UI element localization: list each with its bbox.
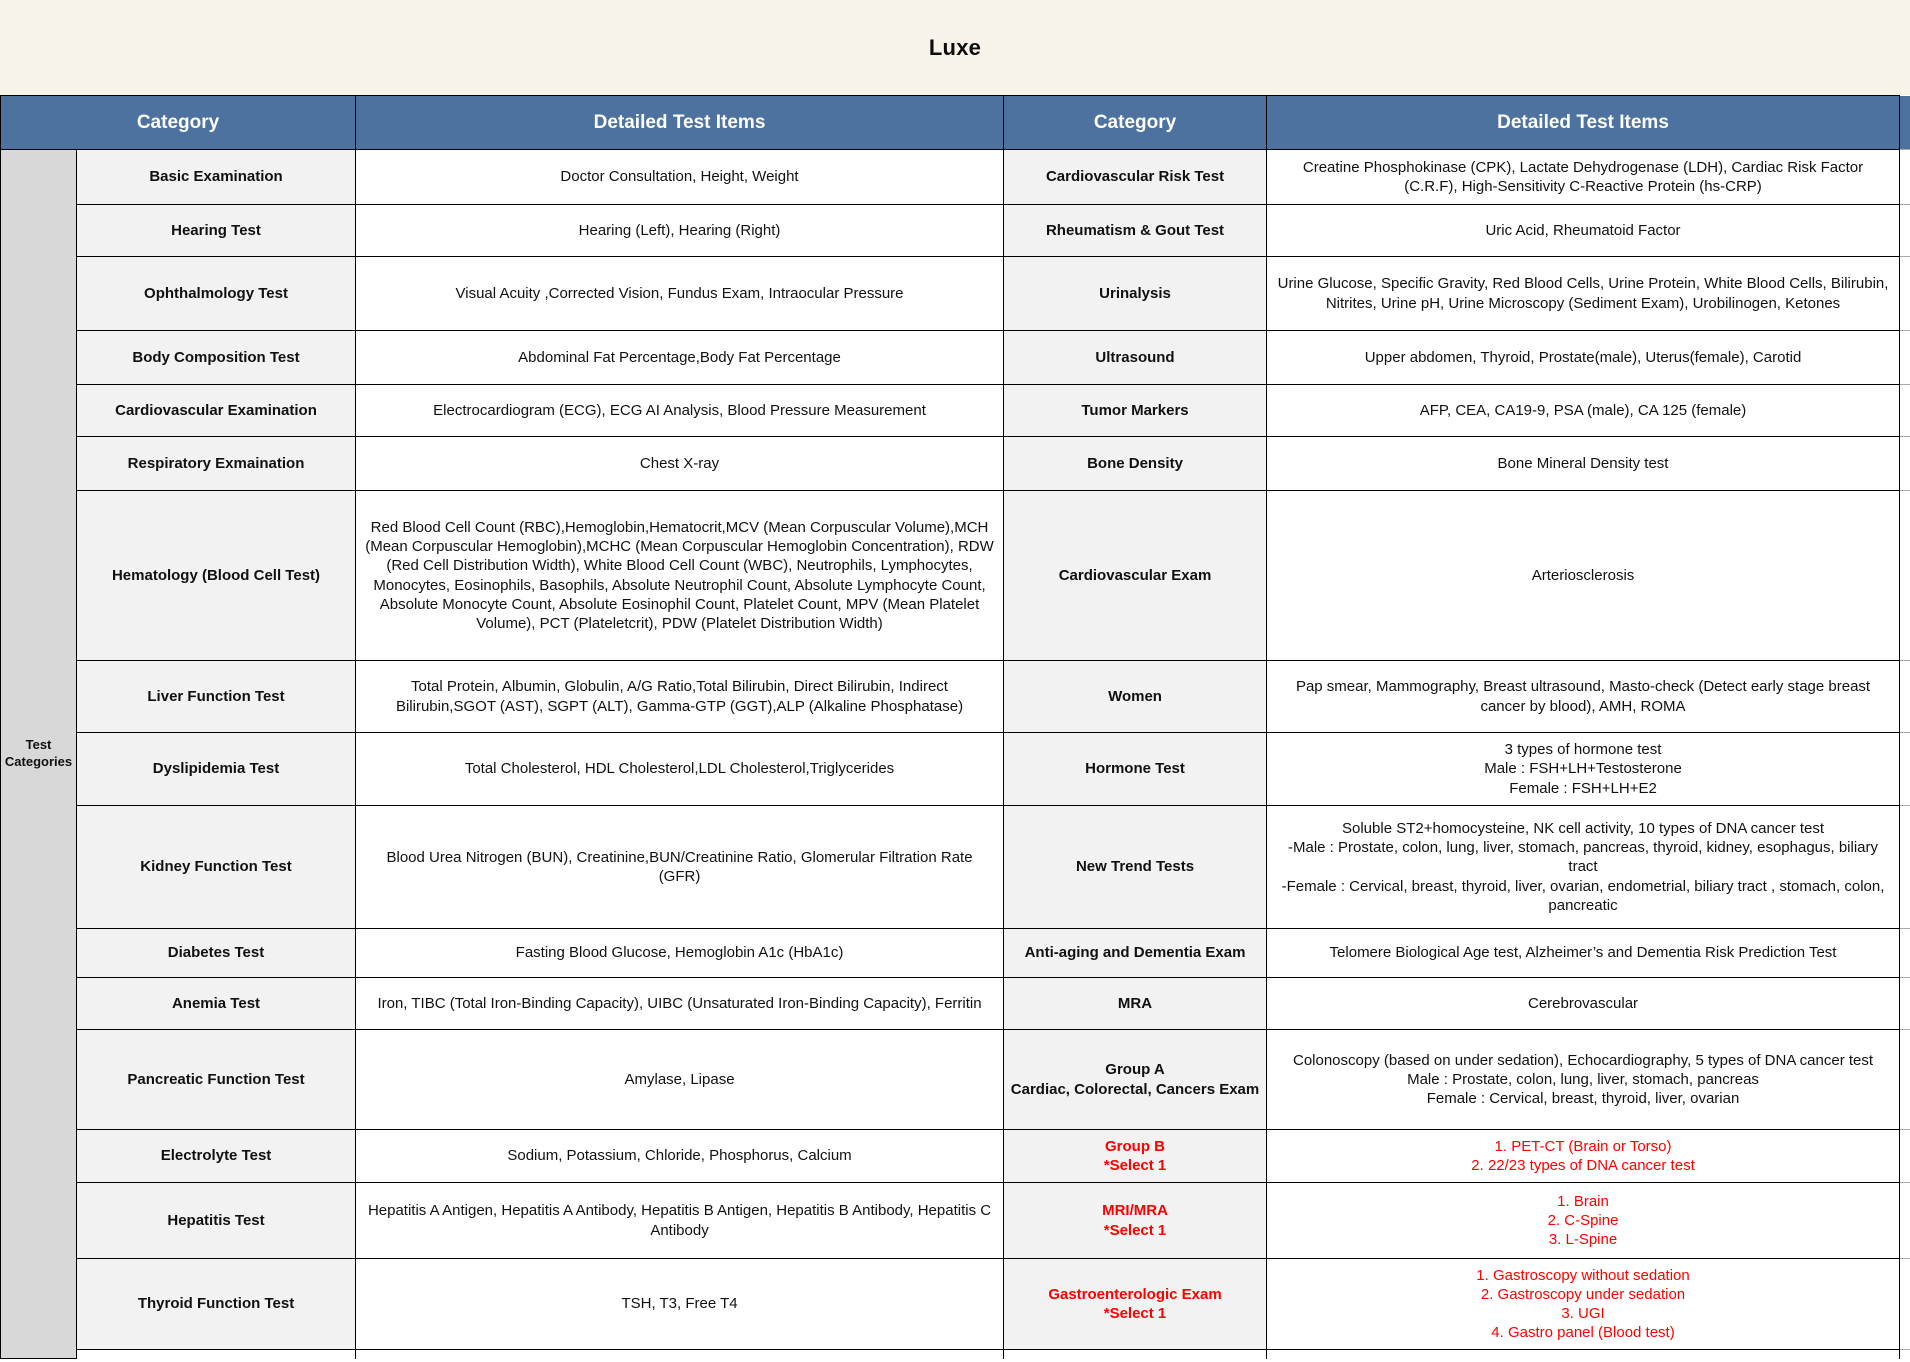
- category-cell-right: Bone Density: [1004, 437, 1267, 491]
- details-cell-left: TSH, T3, Free T4: [356, 1259, 1004, 1350]
- category-cell-right: Anti-aging and Dementia Exam: [1004, 929, 1267, 978]
- edge-sliver-cell: [1900, 978, 1910, 1030]
- category-cell-right: Hormone Test: [1004, 733, 1267, 806]
- category-cell-right: Ultrasound: [1004, 331, 1267, 385]
- edge-sliver-cell: [1900, 1259, 1910, 1350]
- category-cell-left: Body Composition Test: [77, 331, 356, 385]
- category-cell-left: Hearing Test: [77, 205, 356, 257]
- table-row: [1, 491, 1910, 661]
- side-label: Test Categories: [1, 150, 77, 1359]
- category-cell-right: Tumor Markers: [1004, 385, 1267, 437]
- table-row: [1, 661, 1910, 733]
- details-cell-left: Doctor Consultation, Height, Weight: [356, 150, 1004, 205]
- category-cell-right: Urinalysis: [1004, 257, 1267, 331]
- category-cell-right: [1004, 1030, 1267, 1130]
- category-cell-left: Respiratory Exmaination: [77, 437, 356, 491]
- details-cell-right-line: 3. L-Spine: [1548, 1231, 1618, 1249]
- edge-sliver-cell: [1900, 491, 1910, 661]
- category-cell-left: Pancreatic Function Test: [77, 1030, 356, 1130]
- edge-sliver-cell: [1900, 331, 1910, 385]
- category-cell-right: [1004, 1259, 1267, 1350]
- edge-sliver-cell: [1900, 385, 1910, 437]
- edge-sliver-cell: [1900, 929, 1910, 978]
- edge-sliver-cell: [1900, 806, 1910, 929]
- details-cell-left: Blood Urea Nitrogen (BUN), Creatinine,BUN/Creatinine Ratio, Glomerular Filtration Rate (GFR): [356, 806, 1004, 929]
- details-cell-left: Visual Acuity ,Corrected Vision, Fundus Exam, Intraocular Pressure: [356, 257, 1004, 331]
- category-cell-left: Hepatitis Test: [77, 1183, 356, 1259]
- details-cell-right: [1267, 1183, 1900, 1259]
- header-category-right: Category: [1004, 96, 1267, 150]
- table-header-row: [1, 96, 1910, 150]
- category-cell-right: [1004, 1130, 1267, 1183]
- details-cell-right-line: Female : Cervical, breast, thyroid, liver, ovarian: [1426, 1090, 1740, 1108]
- table-row: [1, 1030, 1910, 1130]
- category-cell-left: Dyslipidemia Test: [77, 733, 356, 806]
- details-cell-right: [1267, 733, 1900, 806]
- category-cell-right: New Trend Tests: [1004, 806, 1267, 929]
- table-row: [1, 929, 1910, 978]
- details-cell-right-line: 2. Gastroscopy under sedation: [1480, 1285, 1686, 1303]
- details-cell-right: AFP, CEA, CA19-9, PSA (male), CA 125 (female): [1267, 385, 1900, 437]
- category-cell-right-line: *Select 1: [1103, 1157, 1167, 1174]
- edge-sliver-cell: [1900, 205, 1910, 257]
- edge-sliver-cell: [1900, 150, 1910, 205]
- details-cell-right: Uric Acid, Rheumatoid Factor: [1267, 205, 1900, 257]
- partial-row-cell: [356, 1350, 1004, 1359]
- table-row: [1, 733, 1910, 806]
- category-cell-right-line: Group B: [1105, 1137, 1166, 1155]
- category-cell-right-line: *Select 1: [1103, 1305, 1167, 1322]
- details-cell-right-line: 1. PET-CT (Brain or Torso): [1494, 1137, 1672, 1155]
- category-cell-right-line: Gastroenterologic Exam: [1048, 1285, 1222, 1303]
- category-cell-right: Rheumatism & Gout Test: [1004, 205, 1267, 257]
- category-cell-right: [1004, 1183, 1267, 1259]
- table-body: [1, 150, 1910, 1359]
- details-cell-left: Abdominal Fat Percentage,Body Fat Percentage: [356, 331, 1004, 385]
- details-cell-right: [1267, 1030, 1900, 1130]
- details-cell-left: Red Blood Cell Count (RBC),Hemoglobin,Hematocrit,MCV (Mean Corpuscular Volume),MCH (Mean Corpuscular Hemoglobin),MCHC (Mean Corpuscular Hemoglobin Concentration), RDW (Red Cell Distribution Width), White Blood Cell Count (WBC), Neutrophils, Lymphocytes, Monocytes, Eosinophils, Basophils, Absolute Neutrophil Count, Absolute Lymphocyte Count, Absolute Monocyte Count, Absolute Eosinophil Count, Platelet Count, MPV (Mean Platelet Volume), PCT (Plateletcrit), PDW (Platelet Distribution Width): [356, 491, 1004, 661]
- details-cell-right-line: 3 types of hormone test: [1504, 741, 1662, 759]
- category-cell-left: Basic Examination: [77, 150, 356, 205]
- category-cell-right-line: MRI/MRA: [1102, 1202, 1168, 1220]
- details-cell-left: Hearing (Left), Hearing (Right): [356, 205, 1004, 257]
- edge-sliver-cell: [1900, 1030, 1910, 1130]
- details-cell-right: Urine Glucose, Specific Gravity, Red Blood Cells, Urine Protein, White Blood Cells, Bilirubin, Nitrites, Urine pH, Urine Microscopy (Sediment Exam), Urobilinogen, Ketones: [1267, 257, 1900, 331]
- category-cell-left: Ophthalmology Test: [77, 257, 356, 331]
- details-cell-right-line: 3. UGI: [1561, 1305, 1605, 1322]
- details-cell-right: Pap smear, Mammography, Breast ultrasound, Masto-check (Detect early stage breast cancer by blood), AMH, ROMA: [1267, 661, 1900, 733]
- edge-sliver-cell: [1900, 733, 1910, 806]
- details-cell-right-line: 2. C-Spine: [1547, 1211, 1619, 1229]
- partial-row-cell: [1267, 1350, 1900, 1359]
- details-cell-right: Bone Mineral Density test: [1267, 437, 1900, 491]
- details-cell-left: Hepatitis A Antigen, Hepatitis A Antibody, Hepatitis B Antigen, Hepatitis B Antibody, Hepatitis C Antibody: [356, 1183, 1004, 1259]
- edge-sliver-cell: [1900, 661, 1910, 733]
- category-cell-right-line: *Select 1: [1103, 1221, 1167, 1239]
- details-cell-right-line: Male : Prostate, colon, lung, liver, stomach, pancreas: [1407, 1070, 1759, 1088]
- details-cell-right: [1267, 1259, 1900, 1350]
- edge-sliver-cell: [1900, 1130, 1910, 1183]
- category-cell-left: Hematology (Blood Cell Test): [77, 491, 356, 661]
- category-cell-left: Liver Function Test: [77, 661, 356, 733]
- edge-sliver-cell: [1900, 437, 1910, 491]
- details-cell-right: Cerebrovascular: [1267, 978, 1900, 1030]
- details-cell-right-line: 2. 22/23 types of DNA cancer test: [1471, 1157, 1695, 1174]
- header-details-right: Detailed Test Items: [1267, 96, 1900, 150]
- category-cell-left: Thyroid Function Test: [77, 1259, 356, 1350]
- details-cell-right: Creatine Phosphokinase (CPK), Lactate Dehydrogenase (LDH), Cardiac Risk Factor (C.R.F), High-Sensitivity C-Reactive Protein (hs-CRP): [1267, 150, 1900, 205]
- header-edge-sliver: [1900, 96, 1910, 150]
- table-row: [1, 150, 1910, 205]
- header-details-left: Detailed Test Items: [356, 96, 1004, 150]
- partial-row-cell: [1004, 1350, 1267, 1359]
- details-cell-right: Telomere Biological Age test, Alzheimer’s and Dementia Risk Prediction Test: [1267, 929, 1900, 978]
- header-category-left: Category: [1, 96, 356, 150]
- edge-sliver-cell: [1900, 257, 1910, 331]
- table-row: [1, 978, 1910, 1030]
- table-row: [1, 806, 1910, 929]
- category-cell-left: Anemia Test: [77, 978, 356, 1030]
- details-cell-left: Chest X-ray: [356, 437, 1004, 491]
- details-cell-left: Electrocardiogram (ECG), ECG AI Analysis, Blood Pressure Measurement: [356, 385, 1004, 437]
- details-cell-left: Total Cholesterol, HDL Cholesterol,LDL Cholesterol,Triglycerides: [356, 733, 1004, 806]
- details-cell-left: Fasting Blood Glucose, Hemoglobin A1c (HbA1c): [356, 929, 1004, 978]
- test-items-table: [0, 95, 1910, 1359]
- table-row: [1, 1183, 1910, 1259]
- details-cell-left: Sodium, Potassium, Chloride, Phosphorus, Calcium: [356, 1130, 1004, 1183]
- category-cell-right-line: Cardiac, Colorectal, Cancers Exam: [1010, 1080, 1260, 1098]
- table-row: [1, 437, 1910, 491]
- details-cell-left: Total Protein, Albumin, Globulin, A/G Ratio,Total Bilirubin, Direct Bilirubin, Indirect Bilirubin,SGOT (AST), SGPT (ALT), Gamma-GTP (GGT),ALP (Alkaline Phosphatase): [356, 661, 1004, 733]
- details-cell-right-line: Male : FSH+LH+Testosterone: [1484, 760, 1682, 778]
- details-cell-right-line: 1. Gastroscopy without sedation: [1476, 1266, 1690, 1284]
- category-cell-right: MRA: [1004, 978, 1267, 1030]
- details-cell-right: Upper abdomen, Thyroid, Prostate(male), Uterus(female), Carotid: [1267, 331, 1900, 385]
- edge-sliver-cell: [1900, 1183, 1910, 1259]
- details-cell-right-line: 1. Brain: [1557, 1192, 1609, 1210]
- details-cell-right: Arteriosclerosis: [1267, 491, 1900, 661]
- details-cell-right-line: 4. Gastro panel (Blood test): [1491, 1324, 1675, 1342]
- details-cell-right-line: -Female : Cervical, breast, thyroid, liver, ovarian, endometrial, biliary tract , stomach, colon, pancreatic: [1281, 877, 1885, 914]
- details-cell-left: Iron, TIBC (Total Iron-Binding Capacity), UIBC (Unsaturated Iron-Binding Capacity), Ferritin: [356, 978, 1004, 1030]
- category-cell-right: Cardiovascular Exam: [1004, 491, 1267, 661]
- title-band: [0, 0, 1910, 95]
- category-cell-left: Electrolyte Test: [77, 1130, 356, 1183]
- category-cell-right: Women: [1004, 661, 1267, 733]
- details-cell-right-line: Soluble ST2+homocysteine, NK cell activity, 10 types of DNA cancer test: [1342, 820, 1825, 838]
- category-cell-left: Cardiovascular Examination: [77, 385, 356, 437]
- table-row: [1, 331, 1910, 385]
- category-cell-right: Cardiovascular Risk Test: [1004, 150, 1267, 205]
- details-cell-right: [1267, 806, 1900, 929]
- partial-row-cell: [1900, 1350, 1910, 1359]
- details-cell-right-line: Female : FSH+LH+E2: [1509, 779, 1657, 797]
- details-cell-left: Amylase, Lipase: [356, 1030, 1004, 1130]
- partial-row-cell: [77, 1350, 356, 1359]
- details-cell-right-line: Colonoscopy (based on under sedation), Echocardiography, 5 types of DNA cancer test: [1292, 1051, 1874, 1069]
- category-cell-right-line: Group A: [1105, 1061, 1165, 1079]
- table-row: [1, 257, 1910, 331]
- table-row: [1, 1259, 1910, 1350]
- partial-row: [1, 1350, 1910, 1359]
- page-title: Luxe: [928, 34, 982, 60]
- category-cell-left: Diabetes Test: [77, 929, 356, 978]
- table-row: [1, 205, 1910, 257]
- details-cell-right-line: -Male : Prostate, colon, lung, liver, stomach, pancreas, thyroid, kidney, esophagus, biliary tract: [1288, 839, 1879, 876]
- table-row: [1, 1130, 1910, 1183]
- category-cell-left: Kidney Function Test: [77, 806, 356, 929]
- details-cell-right: [1267, 1130, 1900, 1183]
- table-row: [1, 385, 1910, 437]
